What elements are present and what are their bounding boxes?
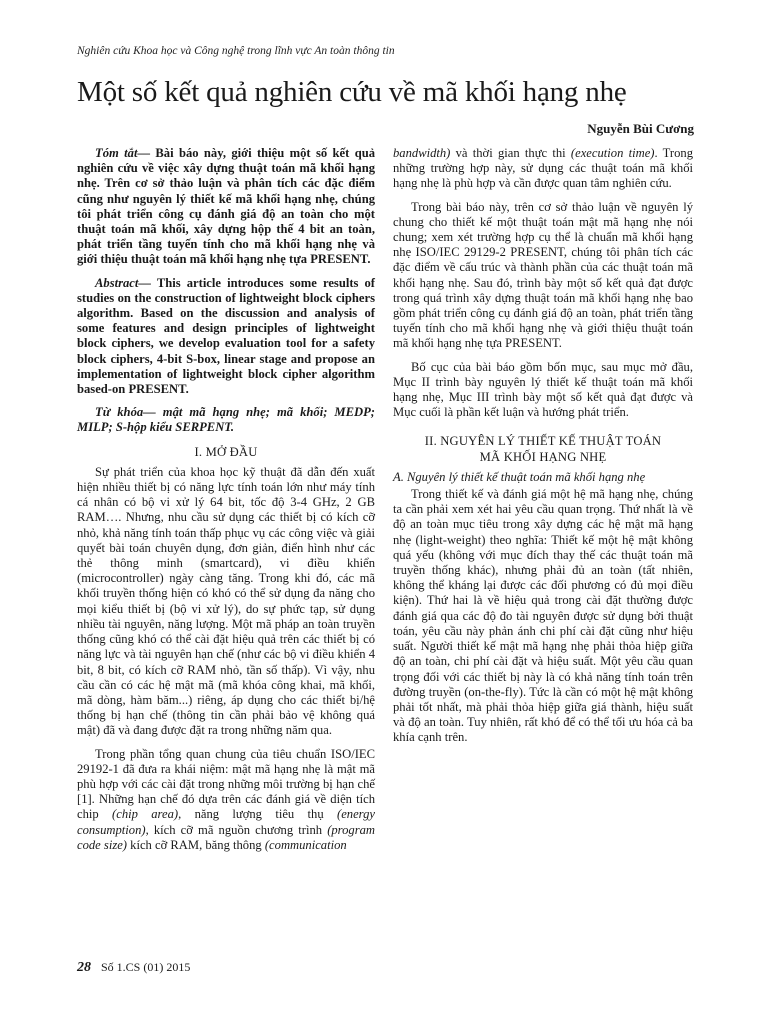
paragraph: Sự phát triển của khoa học kỹ thuật đã dẫn đến xuất hiện nhiều thiết bị có năng lực tính toán lớn như máy tính cá nhân có bộ vi xử lý 64 bit, tốc độ 3-4 GHz, 2 GB RAM…. Nhưng, nhu cầu sử dụng các thiết bị có kích cỡ nhỏ, khả năng tính toán thấp phục vụ các công việc và giải quyết bài toán chuyên dụng, đơn giản, điển hình như các thẻ thông minh (smartcard), vi điều khiển (microcontroller) ngày càng tăng. Trong khi đó, các mã khối truyền thống hiện có khó có thể sử dụng đa năng cho mọi kiểu thiết bị (bộ vi xử lý), do sự phức tạp, sử dụng nhiều tài nguyên, năng lượng. Một mã pháp an toàn truyền thống cũng khó có thể cài đặt hiệu quả trên các thiết bị có năng lực và tài nguyên hạn chế (như các bộ vi điều khiển 4 bit, 8 bit, có kích cỡ RAM nhỏ, tần số thấp). Vì vậy, nhu cầu cần có các hệ mật mã (mã khóa công khai, mã khối, mã dòng, hàm băm...) riêng, áp dụng cho các thiết bị/hệ thống bị hạn chế (thông tin cần phải bảo vệ không quá mật) đã và đang được đặt ra trong những năm qua. (77, 464, 375, 738)
issue-label: Số 1.CS (01) 2015 (101, 960, 191, 974)
keywords (77, 405, 375, 435)
section-heading-design-principles (393, 434, 693, 464)
abstract-vi-text: Bài báo này, giới thiệu một số kết quả nghiên cứu về việc xây dựng thuật toán mã khối hạng nhẹ. Trên cơ sở thảo luận và phân tích các đặc điểm cũng như nguyên lý thiết kế mã khối hạng nhẹ, chúng tôi phát triển công cụ đánh giá độ an toàn cho một thuật toán mã khối, xây dựng hộp thế 4 bit an toàn, phát triển tầng tuyến tính cho mã khối hạng nhẹ và giới thiệu thuật toán mã khối hạng nhẹ tựa PRESENT. (77, 146, 375, 267)
text-run: và thời gian thực thi (450, 146, 571, 160)
text-run: , năng lượng tiêu thụ (178, 807, 337, 822)
text-run-italic: (chip area) (112, 807, 179, 822)
section-heading-introduction: I. MỞ ĐẦU (194, 444, 258, 459)
paragraph-continued (393, 146, 693, 192)
abstract-en-text: This article introduces some results of studies on the construction of lightweight block ciphers algorithm. Based on the discussion and analysis of some features and design principles of lightweight block ciphers, we develop evaluation tool for a safety block ciphers, 4-bit S-box, linear stage and propose an implementation of lightweight block cipher algorithm based-on PRESENT. (77, 275, 375, 397)
paragraph: Trong thiết kế và đánh giá một hệ mã hạng nhẹ, chúng ta cần phải xem xét hai yêu cầu quan trọng. Thứ nhất là về độ an toàn mục tiêu trong xây dựng các hệ mật mã hạng nhẹ (light-weight) theo nghĩa: Thiết kế một hệ mật không quá yếu (không với mục đích thay thế các thuật toán mã truyền thống khác), nhưng phải đủ an toàn (tất nhiên, không thể kháng lại được các đối phương có đủ mọi điều kiện). Thứ hai là về hiệu quả trong cài đặt thường được đánh giá qua các độ đo tài nguyên được sử dụng bởi thuật toán, yêu cầu này phản ánh chi phí cài đặt cũng như hiệu suất. Người thiết kế mật mã hạng nhẹ phải thỏa hiệp giữa độ an toàn, chi phí cài đặt và hiệu suất. Một yêu cầu quan trọng đối với các thiết bị này là có khả năng tính toán trên đường truyền (on-the-fly). Tức là cần có một hệ mật không phải tốt nhất, mà phải thỏa hiệp giữa giá thành, hiệu suất và độ an toàn. Tuy nhiên, rất khó để có thể tối ưu hóa cả ba khía cạnh trên. (393, 487, 693, 745)
text-run: kích cỡ RAM, băng thông (127, 837, 265, 852)
paragraph (77, 747, 375, 853)
text-run: . Trong những trường hợp này, sử dụng các thuật toán mã khối hạng nhẹ là phù hợp và cần được quan tâm nghiên cứu. (393, 146, 694, 191)
text-run-italic: (program code size) (77, 822, 375, 852)
running-header: Nghiên cứu Khoa học và Công nghệ trong lĩnh vực An toàn thông tin (77, 45, 395, 57)
section-heading-line: MÃ KHỐI HẠNG NHẸ (479, 449, 607, 464)
text-run-italic: bandwidth) (393, 146, 451, 160)
paragraph: Trong bài báo này, trên cơ sở thảo luận về nguyên lý chung cho thiết kế một thuật toán mật mã hạng nhẹ nói chung; xem xét trường hợp cụ thể là chuẩn mã khối hạng nhẹ ISO/IEC 29129-2 PRESENT, chúng tôi phân tích các đặc điểm về cấu trúc và thành phần của các thuật toán mã khối hạng nhẹ. Sau đó, trình bày một số kết quả đạt được trong quá trình xây dựng thuật toán mã khối hạng nhẹ bao gồm phát triển công cụ đánh giá độ an toàn, phát triển tầng tuyến tính cho mã khối hạng nhẹ và giới thiệu thuật toán mã khối hạng nhẹ tựa PRESENT. (393, 199, 693, 351)
paper-title: Một số kết quả nghiên cứu về mã khối hạng nhẹ (77, 76, 627, 108)
abstract-english (77, 276, 375, 398)
keywords-text: mật mã hạng nhẹ; mã khối; MEDP; MILP; S-hộp kiểu SERPENT. (77, 405, 375, 435)
keywords-label: Từ khóa— (95, 405, 156, 420)
abstract-en-label: Abstract— (95, 275, 151, 290)
section-heading-line: II. NGUYÊN LÝ THIẾT KẾ THUẬT TOÁN (424, 434, 662, 449)
abstract-vietnamese (77, 146, 375, 268)
abstract-vi-label: Tóm tắt— (95, 146, 151, 160)
page-number: 28 (77, 960, 91, 975)
text-run-italic: (communication (264, 837, 347, 852)
left-column (77, 146, 375, 861)
text-run: Trong phần tổng quan chung của tiêu chuẩn ISO/IEC 29192-1 đã đưa ra khái niệm: mật mã hạng nhẹ là mật mã phù hợp với các cài đặt trong những môi trường bị hạn chế [1]. Những hạn chế đó dựa trên các đánh giá về diện tích chip (77, 746, 375, 822)
text-run-italic: (execution time) (570, 146, 655, 160)
text-run-italic: (energy consumption) (77, 807, 375, 837)
text-run: , kích cỡ mã nguồn chương trình (145, 822, 328, 837)
page-footer (77, 960, 190, 976)
right-column (393, 146, 693, 754)
author-name: Nguyễn Bùi Cương (587, 121, 694, 136)
paragraph: Bố cục của bài báo gồm bốn mục, sau mục mở đầu, Mục II trình bày nguyên lý thiết kế thuật toán mã khối hạng nhẹ, Mục III trình bày một số kết quả đạt được và Mục cuối là phần kết luận và hướng phát triển. (393, 359, 693, 420)
subsection-heading: A. Nguyên lý thiết kế thuật toán mã khối hạng nhẹ (393, 469, 646, 484)
